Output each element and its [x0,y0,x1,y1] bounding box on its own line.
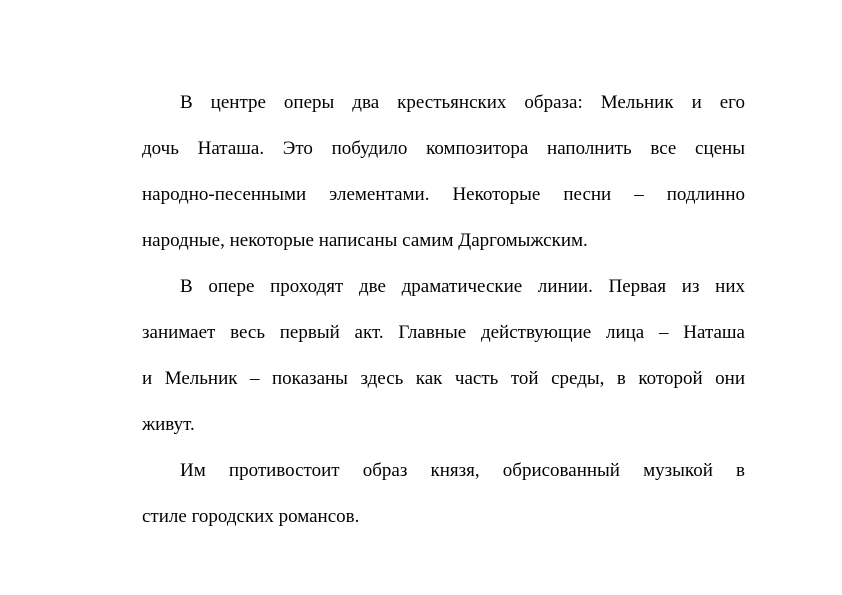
text-line: народные, некоторые написаны самим Даргомыжским. [142,230,588,251]
paragraph-3 [142,448,745,540]
text-line: живут. [142,414,195,435]
text-line: дочь Наташа. Это побудило композитора наполнить все сцены [142,138,745,159]
text-line: В центре оперы два крестьянских образа: Мельник и его [180,92,745,113]
document-body [142,80,745,540]
text-line: народно-песенными элементами. Некоторые песни – подлинно [142,184,745,205]
text-line: стиле городских романсов. [142,506,360,527]
text-line: занимает весь первый акт. Главные действующие лица – Наташа [142,322,745,343]
paragraph-1 [142,80,745,264]
text-line: В опере проходят две драматические линии. Первая из них [180,276,745,297]
text-line: Им противостоит образ князя, обрисованный музыкой в [180,460,745,481]
text-line: и Мельник – показаны здесь как часть той среды, в которой они [142,368,745,389]
paragraph-2 [142,264,745,448]
